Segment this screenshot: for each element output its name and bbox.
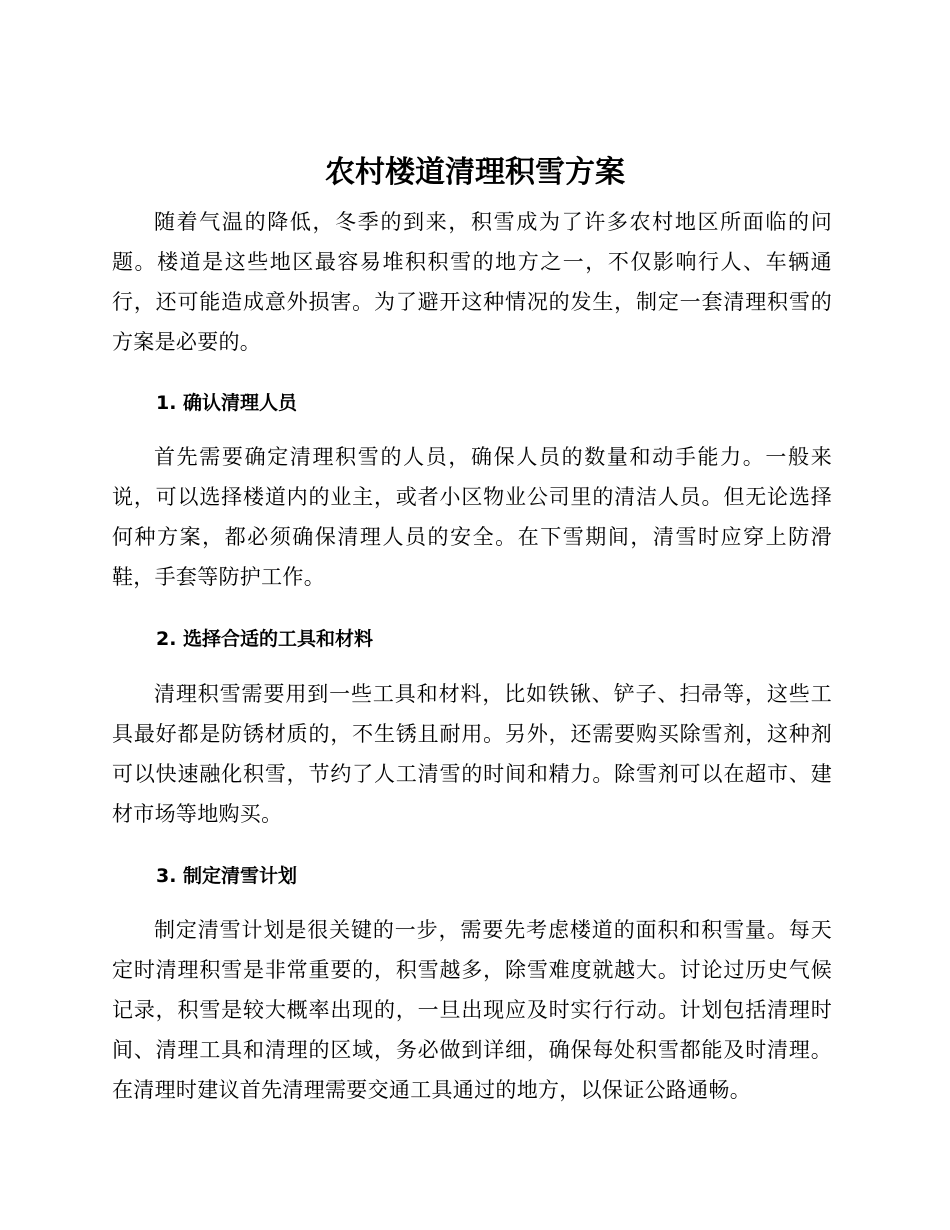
intro-paragraph: 随着气温的降低，冬季的到来，积雪成为了许多农村地区所面临的问题。楼道是这些地区最容易堆积积雪的地方之一，不仅影响行人、车辆通行，还可能造成意外损害。为了避开这种情况的发生，制定一套清理积雪的方案是必要的。 (112, 210, 832, 354)
section-3-paragraph: 制定清雪计划是很关键的一步，需要先考虑楼道的面积和积雪量。每天定时清理积雪是非常重要的，积雪越多，除雪难度就越大。讨论过历史气候记录，积雪是较大概率出现的，一旦出现应及时实行行动。计划包括清理时间、清理工具和清理的区域，务必做到详细，确保每处积雪都能及时清理。在清理时建议首先清理需要交通工具通过的地方，以保证公路通畅。 (112, 918, 832, 1102)
document-title: 农村楼道清理积雪方案 (325, 155, 625, 190)
section-1-heading: 1. 确认清理人员 (156, 392, 298, 414)
section-1-paragraph: 首先需要确定清理积雪的人员，确保人员的数量和动手能力。一般来说，可以选择楼道内的业主，或者小区物业公司里的清洁人员。但无论选择何种方案，都必须确保清理人员的安全。在下雪期间，清雪时应穿上防滑鞋，手套等防护工作。 (112, 445, 832, 589)
section-2-heading: 2. 选择合适的工具和材料 (156, 628, 374, 650)
section-2-paragraph: 清理积雪需要用到一些工具和材料，比如铁锹、铲子、扫帚等，这些工具最好都是防锈材质的，不生锈且耐用。另外，还需要购买除雪剂，这种剂可以快速融化积雪，节约了人工清雪的时间和精力。除雪剂可以在超市、建材市场等地购买。 (112, 682, 832, 826)
section-3-heading: 3. 制定清雪计划 (156, 865, 298, 887)
